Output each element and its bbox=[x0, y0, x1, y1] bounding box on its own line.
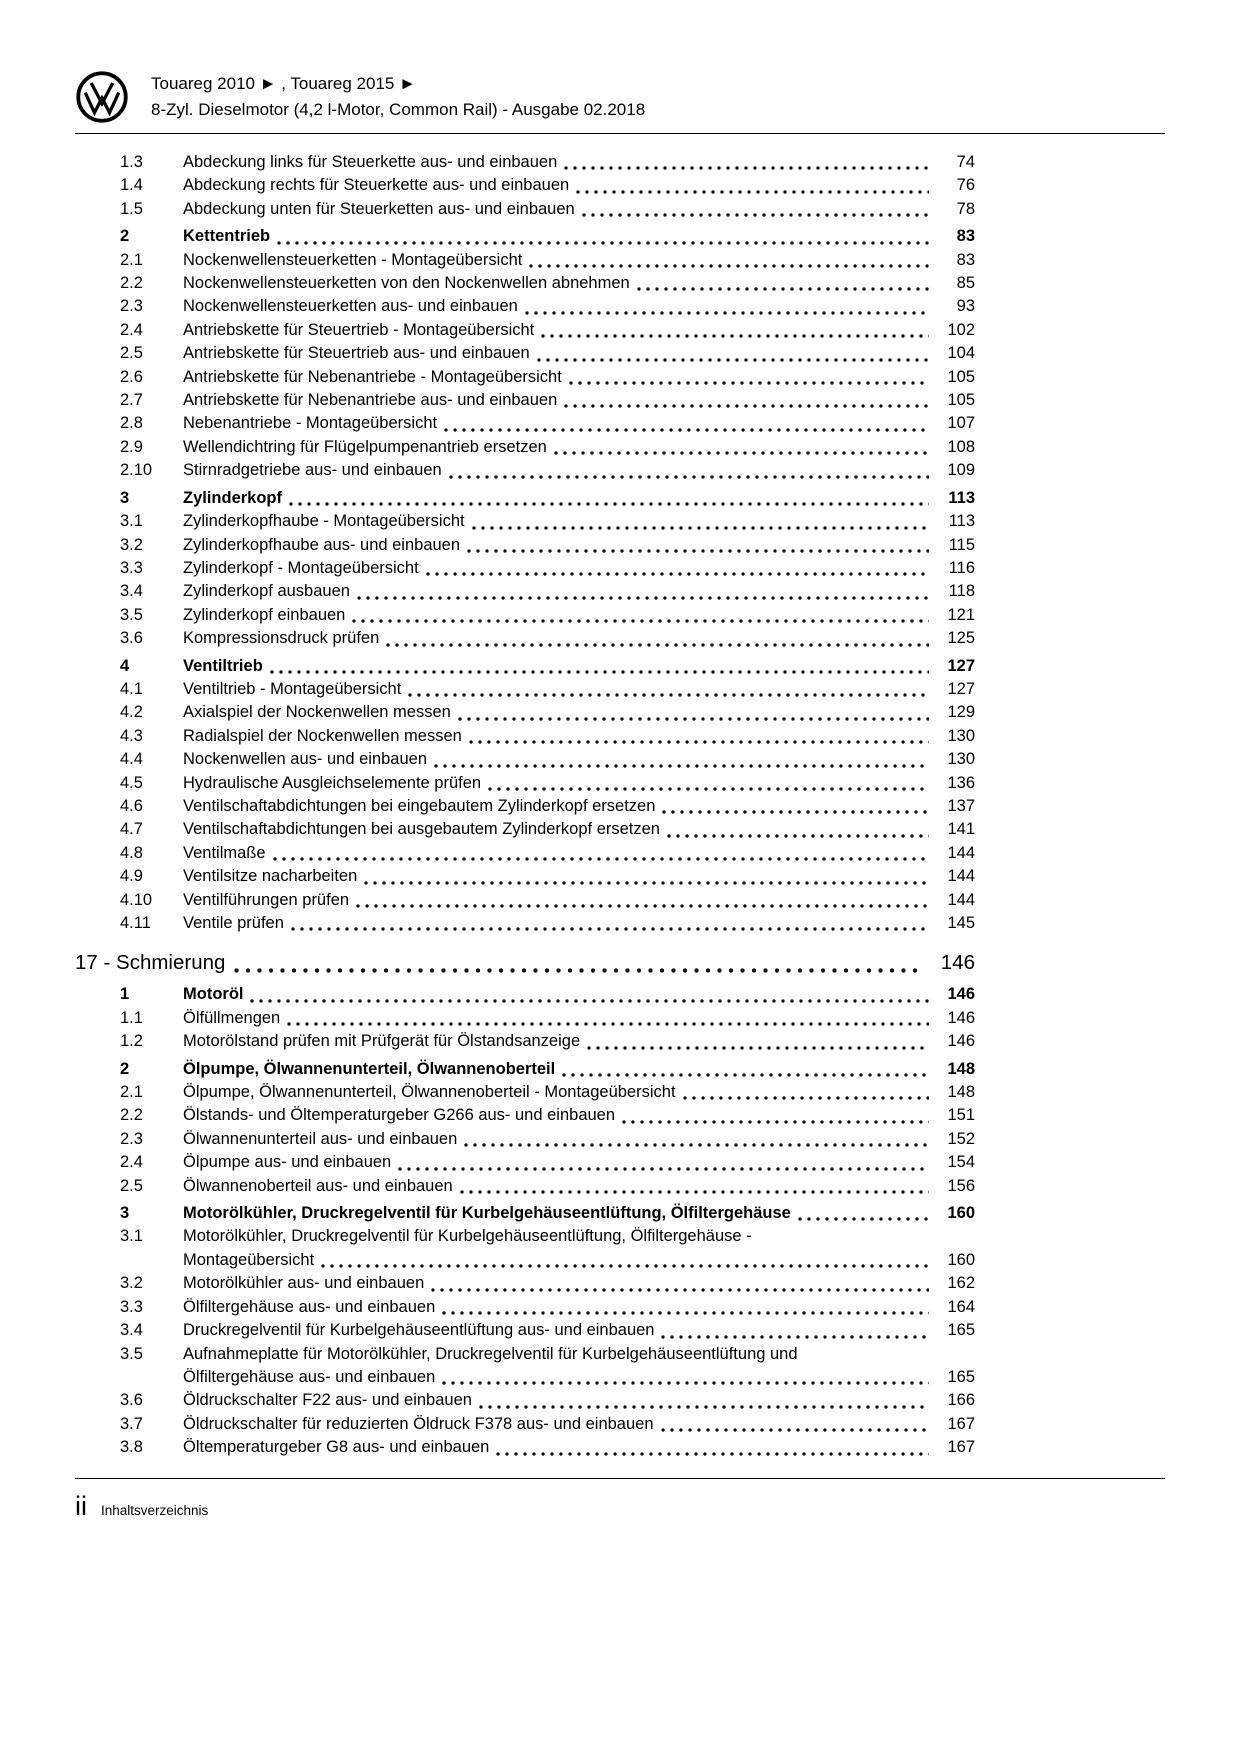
toc-entry-row bbox=[75, 342, 975, 365]
dot-leader bbox=[431, 1288, 929, 1292]
toc-page-number: 137 bbox=[947, 796, 975, 815]
toc-entry-title: Ventilmaße bbox=[183, 843, 266, 862]
toc-entry-number: 1.5 bbox=[120, 199, 143, 218]
toc-page-number: 104 bbox=[947, 344, 975, 363]
toc-page-number: 148 bbox=[947, 1083, 975, 1102]
toc-entry-number: 4 bbox=[120, 656, 130, 675]
dot-leader bbox=[496, 1452, 929, 1456]
toc-entry-title: Ölwannenunterteil aus- und einbauen bbox=[183, 1129, 458, 1148]
toc-entry-title: Antriebskette für Steuertrieb - Montageübersicht bbox=[183, 320, 535, 339]
toc-entry-title: Ölfiltergehäuse aus- und einbauen bbox=[183, 1367, 436, 1386]
toc-entry-row bbox=[75, 725, 975, 748]
dot-leader bbox=[270, 670, 929, 674]
toc-entry-title: Ölfiltergehäuse aus- und einbauen bbox=[183, 1297, 436, 1316]
toc-entry-title: Abdeckung links für Steuerkette aus- und einbauen bbox=[183, 153, 558, 171]
toc-entry-row bbox=[75, 912, 975, 935]
dot-leader bbox=[637, 287, 929, 291]
toc-entry-number: 2.2 bbox=[120, 274, 143, 293]
dot-leader bbox=[434, 764, 929, 768]
toc-entry-number: 2.8 bbox=[120, 414, 143, 433]
toc-entry-number: 2.6 bbox=[120, 367, 143, 386]
toc-entry-row bbox=[75, 151, 975, 174]
toc-entry-title: Ventiltrieb bbox=[183, 656, 263, 675]
toc-entry-row bbox=[75, 1081, 975, 1104]
toc-entry-number: 3.3 bbox=[120, 1297, 143, 1316]
toc-entry-number: 4.1 bbox=[120, 679, 143, 698]
toc-page-number: 165 bbox=[947, 1367, 975, 1386]
toc-entry-row bbox=[75, 459, 975, 482]
toc-entry-number: 3.2 bbox=[120, 535, 143, 554]
toc-page-number: 105 bbox=[947, 367, 975, 386]
toc-page-number: 144 bbox=[947, 867, 975, 886]
toc-page-number: 148 bbox=[947, 1059, 975, 1078]
toc-entry-title: Hydraulische Ausgleichselemente prüfen bbox=[183, 773, 482, 792]
dot-leader bbox=[352, 619, 929, 623]
toc-entry-number: 2.5 bbox=[120, 1176, 143, 1195]
toc-entry-row bbox=[75, 198, 975, 221]
dot-leader bbox=[582, 213, 929, 217]
toc-entry-title: Motoröl bbox=[183, 985, 244, 1004]
toc-entry-number: 1.4 bbox=[120, 176, 143, 195]
toc-entry-number: 1.3 bbox=[120, 153, 143, 171]
toc-entry-number: 2 bbox=[120, 227, 130, 246]
dot-leader bbox=[683, 1096, 929, 1100]
toc-entry-title: Nockenwellensteuerketten - Montageübersicht bbox=[183, 250, 523, 269]
toc-page-number: 144 bbox=[947, 843, 975, 862]
toc-page-number: 102 bbox=[947, 320, 975, 339]
toc-page-number: 115 bbox=[948, 535, 975, 554]
toc-page-number: 93 bbox=[956, 297, 975, 316]
toc-entry-number: 4.7 bbox=[120, 820, 143, 839]
dot-leader bbox=[529, 264, 929, 268]
toc-chapter-label: 17 - Schmierung bbox=[75, 951, 226, 975]
toc-entry-title: Antriebskette für Nebenantriebe - Montageübersicht bbox=[183, 367, 562, 386]
toc-entry-number: 3.2 bbox=[120, 1274, 143, 1293]
toc-entry-title: Öldruckschalter F22 aus- und einbauen bbox=[183, 1391, 472, 1410]
toc-entry-row bbox=[75, 748, 975, 771]
dot-leader bbox=[479, 1405, 929, 1409]
toc-entry-row bbox=[75, 818, 975, 841]
dot-leader bbox=[622, 1120, 929, 1124]
toc-page-number: 160 bbox=[947, 1204, 975, 1223]
toc-entry-title: Nockenwellen aus- und einbauen bbox=[183, 750, 428, 769]
toc-entry-number: 2.1 bbox=[120, 1083, 143, 1102]
toc-page-number: 78 bbox=[956, 199, 975, 218]
dot-leader bbox=[444, 428, 929, 432]
toc-entry-title: Motorölkühler, Druckregelventil für Kurbelgehäuseentlüftung, Ölfiltergehäuse bbox=[183, 1204, 791, 1223]
toc-page-number: 76 bbox=[956, 176, 975, 195]
toc-page-number: 118 bbox=[948, 582, 975, 601]
dot-leader bbox=[472, 526, 929, 530]
header-divider bbox=[75, 133, 1165, 134]
toc-entry-number: 4.9 bbox=[120, 867, 143, 886]
toc-entry-row bbox=[75, 1225, 975, 1248]
toc-page-number: 136 bbox=[947, 773, 975, 792]
toc-entry-row bbox=[75, 1436, 975, 1459]
toc-page-number: 116 bbox=[948, 558, 975, 577]
dot-leader bbox=[661, 1428, 930, 1432]
dot-leader bbox=[357, 596, 929, 600]
dot-leader bbox=[667, 834, 929, 838]
toc-page-number: 127 bbox=[947, 656, 975, 675]
toc-entry-row-continuation bbox=[75, 1249, 975, 1272]
toc-entry-number-spacer bbox=[120, 1249, 183, 1272]
toc-entry-title: Ventilsitze nacharbeiten bbox=[183, 867, 358, 886]
toc-entry-title: Nockenwellensteuerketten aus- und einbauen bbox=[183, 297, 518, 316]
toc-entry-title: Nebenantriebe - Montageübersicht bbox=[183, 414, 438, 433]
toc-entry-number: 4.4 bbox=[120, 750, 143, 769]
dot-leader bbox=[541, 334, 929, 338]
toc-entry-number: 3.1 bbox=[120, 1227, 143, 1246]
toc-entry-number: 2.4 bbox=[120, 1153, 143, 1172]
header-text-block bbox=[151, 71, 645, 123]
toc-entry-row bbox=[75, 366, 975, 389]
toc-page-number: 165 bbox=[947, 1321, 975, 1340]
toc-entry-number: 3.5 bbox=[120, 1344, 143, 1363]
toc-entry-title: Motorölkühler aus- und einbauen bbox=[183, 1274, 425, 1293]
toc-entry-title: Öltemperaturgeber G8 aus- und einbauen bbox=[183, 1438, 490, 1457]
header-engine-line: 8-Zyl. Dieselmotor (4,2 l-Motor, Common Rail) - Ausgabe 02.2018 bbox=[151, 100, 646, 119]
dot-leader bbox=[408, 693, 929, 697]
toc-entry-title: Ölfüllmengen bbox=[183, 1008, 281, 1027]
toc-entry-number: 3.1 bbox=[120, 512, 143, 531]
toc-entry-title: Antriebskette für Nebenantriebe aus- und einbauen bbox=[183, 391, 558, 410]
dot-leader bbox=[273, 857, 929, 861]
toc-entry-number-spacer bbox=[120, 1366, 183, 1389]
toc-page-number: 109 bbox=[947, 461, 975, 480]
dot-leader bbox=[277, 241, 929, 245]
dot-leader bbox=[356, 904, 929, 908]
dot-leader bbox=[469, 740, 929, 744]
toc-entry-row bbox=[75, 1007, 975, 1030]
toc-entry-row bbox=[75, 772, 975, 795]
toc-page-number: 83 bbox=[956, 227, 975, 246]
toc-entry-title: Zylinderkopf - Montageübersicht bbox=[183, 558, 419, 577]
toc-entry-number: 3.6 bbox=[120, 1391, 143, 1410]
toc-page-number: 108 bbox=[947, 437, 975, 456]
dot-leader bbox=[587, 1046, 929, 1050]
dot-leader bbox=[661, 1335, 929, 1339]
toc-entry-row bbox=[75, 557, 975, 580]
toc-entry-title: Montageübersicht bbox=[183, 1250, 315, 1269]
toc-page-number: 146 bbox=[940, 951, 975, 975]
page-header bbox=[75, 0, 1165, 124]
dot-leader bbox=[569, 381, 929, 385]
toc-entry-number: 4.6 bbox=[120, 796, 143, 815]
toc-entry-row bbox=[75, 795, 975, 818]
toc-entry-row bbox=[75, 1272, 975, 1295]
toc-page-number: 162 bbox=[947, 1274, 975, 1293]
toc-entry-title: Kompressionsdruck prüfen bbox=[183, 629, 380, 648]
toc-entry-number: 2 bbox=[120, 1059, 130, 1078]
toc-page-number: 130 bbox=[947, 726, 975, 745]
dot-leader bbox=[464, 1143, 929, 1147]
toc-entry-row bbox=[75, 510, 975, 533]
toc-entry-number: 4.2 bbox=[120, 703, 143, 722]
toc-entry-title: Zylinderkopf bbox=[183, 488, 283, 507]
toc-entry-row bbox=[75, 701, 975, 724]
toc-entry-row bbox=[75, 604, 975, 627]
page-footer bbox=[75, 1478, 1165, 1522]
toc-entry-row bbox=[75, 1175, 975, 1198]
toc-entry-title: Zylinderkopf ausbauen bbox=[183, 582, 350, 601]
dot-leader bbox=[442, 1381, 929, 1385]
toc-entry-title: Ölwannenoberteil aus- und einbauen bbox=[183, 1176, 453, 1195]
toc-entry-row bbox=[75, 1319, 975, 1342]
toc-entry-row bbox=[75, 1202, 975, 1225]
toc-page-number: 156 bbox=[947, 1176, 975, 1195]
toc-page-number: 146 bbox=[947, 985, 975, 1004]
toc-page-number: 166 bbox=[947, 1391, 975, 1410]
toc-page-number: 83 bbox=[956, 250, 975, 269]
toc-entry-row bbox=[75, 534, 975, 557]
dot-leader bbox=[289, 502, 929, 506]
toc-page-number: 113 bbox=[948, 488, 975, 507]
dot-leader bbox=[426, 572, 929, 576]
toc-entry-title: Zylinderkopfhaube aus- und einbauen bbox=[183, 535, 461, 554]
toc-entry-title: Ventiltrieb - Montageübersicht bbox=[183, 679, 402, 698]
toc-entry-row bbox=[75, 1413, 975, 1436]
dot-leader bbox=[662, 810, 929, 814]
dot-leader bbox=[488, 787, 929, 791]
toc-entry-number: 2.3 bbox=[120, 1129, 143, 1148]
dot-leader bbox=[287, 1022, 929, 1026]
toc-entry-number: 2.7 bbox=[120, 391, 143, 410]
toc-entry-row bbox=[75, 249, 975, 272]
toc-page-number: 125 bbox=[947, 629, 975, 648]
toc-page-number: 164 bbox=[947, 1297, 975, 1316]
toc-entry-row bbox=[75, 983, 975, 1006]
toc-entry-title: Abdeckung unten für Steuerketten aus- und einbauen bbox=[183, 199, 575, 218]
toc-entry-number: 3.4 bbox=[120, 1321, 143, 1340]
dot-leader bbox=[798, 1217, 929, 1221]
dot-leader bbox=[554, 451, 929, 455]
dot-leader bbox=[467, 549, 929, 553]
toc-page-number: 146 bbox=[947, 1008, 975, 1027]
toc-entry-number: 1.2 bbox=[120, 1032, 143, 1051]
toc-entry-title: Motorölstand prüfen mit Prüfgerät für Ölstandsanzeige bbox=[183, 1032, 581, 1051]
toc-entry-number: 2.9 bbox=[120, 437, 143, 456]
toc-page-number: 145 bbox=[947, 914, 975, 932]
toc-entry-row bbox=[75, 865, 975, 888]
toc-entry-row bbox=[75, 319, 975, 342]
dot-leader bbox=[576, 190, 929, 194]
toc-entry-title: Nockenwellensteuerketten von den Nockenwellen abnehmen bbox=[183, 274, 630, 293]
toc-entry-number: 4.5 bbox=[120, 773, 143, 792]
toc-entry-title: Ölpumpe aus- und einbauen bbox=[183, 1153, 392, 1172]
toc-entry-row bbox=[75, 487, 975, 510]
footer-page-number: ii bbox=[75, 1491, 87, 1521]
toc-entry-row bbox=[75, 842, 975, 865]
toc-entry-number: 3 bbox=[120, 1204, 130, 1223]
toc-entry-title: Motorölkühler, Druckregelventil für Kurbelgehäuseentlüftung, Ölfiltergehäuse - bbox=[183, 1227, 752, 1246]
toc-entry-number: 3.7 bbox=[120, 1414, 143, 1433]
toc-entry-title: Aufnahmeplatte für Motorölkühler, Druckregelventil für Kurbelgehäuseentlüftung und bbox=[183, 1344, 798, 1363]
toc-page-number: 130 bbox=[947, 750, 975, 769]
toc-page-number: 167 bbox=[947, 1438, 975, 1457]
toc-entry-number: 3.6 bbox=[120, 629, 143, 648]
toc-entry-title: Antriebskette für Steuertrieb aus- und einbauen bbox=[183, 344, 530, 363]
toc-entry-number: 3.4 bbox=[120, 582, 143, 601]
toc-entry-title: Ölpumpe, Ölwannenunterteil, Ölwannenoberteil - Montageübersicht bbox=[183, 1083, 676, 1102]
toc-page-number: 85 bbox=[956, 274, 975, 293]
dot-leader bbox=[449, 475, 929, 479]
toc-entry-title: Wellendichtring für Flügelpumpenantrieb ersetzen bbox=[183, 437, 547, 456]
toc-entry-number: 4.11 bbox=[120, 914, 151, 932]
toc-page-number: 141 bbox=[947, 820, 975, 839]
toc-chapter-row bbox=[75, 948, 975, 978]
toc-entry-title: Abdeckung rechts für Steuerkette aus- und einbauen bbox=[183, 176, 570, 195]
toc-page-number: 129 bbox=[947, 703, 975, 722]
toc-entry-row-continuation bbox=[75, 1366, 975, 1389]
toc-page-number: 105 bbox=[947, 391, 975, 410]
toc-entry-row bbox=[75, 678, 975, 701]
toc-entry-row bbox=[75, 655, 975, 678]
toc-entry-row bbox=[75, 272, 975, 295]
toc-entry-row bbox=[75, 1343, 975, 1366]
toc-entry-number: 2.3 bbox=[120, 297, 143, 316]
toc-entry-row bbox=[75, 436, 975, 459]
dot-leader bbox=[234, 968, 922, 973]
header-model-line: Touareg 2010 ► , Touareg 2015 ► bbox=[151, 74, 416, 93]
toc-entry-number: 3 bbox=[120, 488, 130, 507]
toc-entry-number: 1 bbox=[120, 985, 130, 1004]
toc-entry-number: 2.10 bbox=[120, 461, 153, 480]
toc-entry-row bbox=[75, 580, 975, 603]
toc-entry-number: 1.1 bbox=[120, 1008, 143, 1027]
vw-logo-icon bbox=[75, 70, 129, 124]
toc-page-number: 144 bbox=[947, 890, 975, 909]
dot-leader bbox=[291, 927, 929, 931]
toc-entry-title: Ventilschaftabdichtungen bei ausgebautem Zylinderkopf ersetzen bbox=[183, 820, 660, 839]
toc-entry-number: 4.10 bbox=[120, 890, 153, 909]
dot-leader bbox=[442, 1311, 929, 1315]
dot-leader bbox=[525, 311, 929, 315]
toc-entry-number: 2.4 bbox=[120, 320, 143, 339]
dot-leader bbox=[458, 717, 929, 721]
dot-leader bbox=[564, 166, 929, 170]
toc-entry-title: Zylinderkopf einbauen bbox=[183, 605, 346, 624]
toc-entry-row bbox=[75, 174, 975, 197]
toc-entry-title: Kettentrieb bbox=[183, 227, 271, 246]
toc-entry-title: Ölstands- und Öltemperaturgeber G266 aus- und einbauen bbox=[183, 1106, 616, 1125]
toc-entry-row bbox=[75, 1128, 975, 1151]
toc-page-number: 152 bbox=[947, 1129, 975, 1148]
toc-entry-row bbox=[75, 1104, 975, 1127]
toc-page-number: 146 bbox=[947, 1032, 975, 1051]
toc-entry-title: Öldruckschalter für reduzierten Öldruck F378 aus- und einbauen bbox=[183, 1414, 654, 1433]
toc-page-number: 121 bbox=[947, 605, 975, 624]
toc-entry-row bbox=[75, 295, 975, 318]
toc-list bbox=[75, 151, 1165, 1460]
toc-page-number: 107 bbox=[947, 414, 975, 433]
toc-entry-number: 4.3 bbox=[120, 726, 143, 745]
dot-leader bbox=[537, 358, 929, 362]
dot-leader bbox=[386, 643, 929, 647]
toc-entry-number: 3.8 bbox=[120, 1438, 143, 1457]
toc-entry-row bbox=[75, 889, 975, 912]
toc-page-number: 113 bbox=[948, 512, 975, 531]
toc-entry-number: 2.1 bbox=[120, 250, 143, 269]
toc-entry-row bbox=[75, 1296, 975, 1319]
toc-page-number: 167 bbox=[947, 1414, 975, 1433]
toc-entry-row bbox=[75, 412, 975, 435]
dot-leader bbox=[460, 1190, 929, 1194]
dot-leader bbox=[564, 404, 929, 408]
toc-entry-row bbox=[75, 1030, 975, 1053]
toc-entry-title: Ölpumpe, Ölwannenunterteil, Ölwannenoberteil bbox=[183, 1059, 556, 1078]
footer-section-label: Inhaltsverzeichnis bbox=[101, 1503, 209, 1518]
dot-leader bbox=[364, 881, 929, 885]
toc-entry-title: Axialspiel der Nockenwellen messen bbox=[183, 703, 451, 722]
dot-leader bbox=[562, 1073, 929, 1077]
toc-entry-row bbox=[75, 225, 975, 248]
toc-entry-title: Stirnradgetriebe aus- und einbauen bbox=[183, 461, 442, 480]
toc-page-number: 151 bbox=[947, 1106, 975, 1125]
toc-entry-title: Ventilschaftabdichtungen bei eingebautem Zylinderkopf ersetzen bbox=[183, 796, 656, 815]
toc-entry-title: Ventile prüfen bbox=[183, 914, 284, 932]
dot-leader bbox=[321, 1264, 929, 1268]
toc-entry-row bbox=[75, 1058, 975, 1081]
toc-entry-title: Zylinderkopfhaube - Montageübersicht bbox=[183, 512, 465, 531]
toc-entry-number: 3.5 bbox=[120, 605, 143, 624]
toc-entry-number: 4.8 bbox=[120, 843, 143, 862]
dot-leader bbox=[250, 999, 929, 1003]
toc-page-number: 127 bbox=[947, 679, 975, 698]
toc-entry-number: 2.5 bbox=[120, 344, 143, 363]
toc-entry-title: Radialspiel der Nockenwellen messen bbox=[183, 726, 462, 745]
toc-entry-row bbox=[75, 1151, 975, 1174]
toc-entry-row bbox=[75, 1389, 975, 1412]
toc-page-number: 160 bbox=[947, 1250, 975, 1269]
toc-entry-title: Druckregelventil für Kurbelgehäuseentlüftung aus- und einbauen bbox=[183, 1321, 655, 1340]
toc-page-number: 154 bbox=[947, 1153, 975, 1172]
toc-entry-number: 2.2 bbox=[120, 1106, 143, 1125]
toc-entry-row bbox=[75, 627, 975, 650]
dot-leader bbox=[398, 1167, 929, 1171]
toc-page-number: 74 bbox=[956, 153, 975, 171]
toc-entry-title: Ventilführungen prüfen bbox=[183, 890, 350, 909]
toc-entry-number: 3.3 bbox=[120, 558, 143, 577]
toc-entry-row bbox=[75, 389, 975, 412]
